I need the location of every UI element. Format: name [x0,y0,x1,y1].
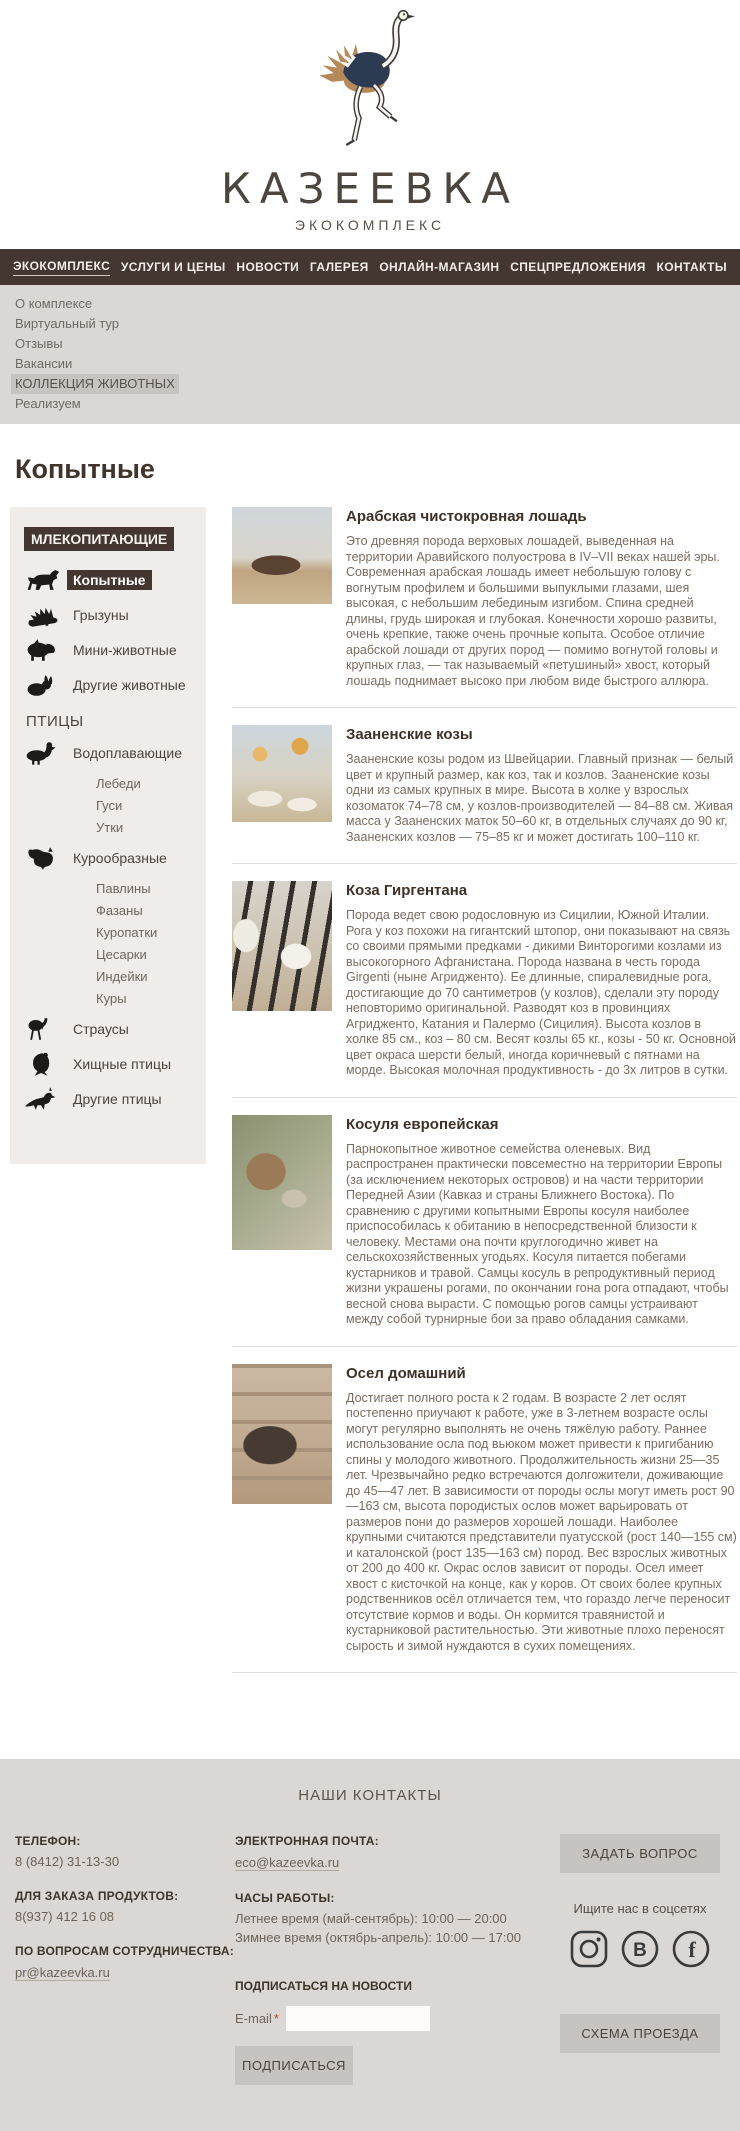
roe-deer-photo [232,1115,332,1250]
sidebar-item-label: Другие птицы [73,1091,162,1108]
animal-entry-body [346,1364,737,1655]
sidebar-item-rodents[interactable] [24,603,206,627]
sidebar-item-label: Грызуны [73,607,129,624]
sidebar-item-label: Курообразные [73,850,167,867]
sidebar-item-label: Копытные [67,570,152,590]
subscribe-block [235,1979,555,2085]
animal-entry-roe-deer [232,1098,737,1347]
rabbit-icon [24,673,60,697]
site-logo-title: КАЗЕЕВКА [221,164,519,213]
animal-description: Это древняя порода верховых лошадей, выведенная на территории Аравийского полуострова в IV–VII веках нашей эры. Современная арабская лошадь имеет небольшую голову с вогнутым профилем и большими выпуклыми глазами, шея высокая, с небольшим лебединым изгибом. Спина средней длины, грудь широкая и глубокая. Конечности хорошо развиты, очень крепкие, также очень прочные копыта. Особое отличие арабской лошади от других пород — помимо вогнутой головы и крупных глаз, — так называемый «петушиный» хвост, который лошадь поднимает высоко при любом виде быстрого аллюра. [346,534,720,688]
nav-item-gallery[interactable]: ГАЛЕРЕЯ [309,260,369,275]
footer-info-column [235,1834,555,2085]
horse-icon [24,568,60,592]
saanen-goats-photo [232,725,332,822]
sidebar-item-label: Другие животные [73,677,186,694]
peacock-icon [24,1087,60,1111]
animal-list [206,507,740,1673]
animal-entry-saanen-goats [232,708,737,864]
animal-description: Порода ведет свою родословную из Сицилии, Южной Италии. Рога у коз похожи на гигантский штопор, они показывают на связь со своими прямыми предками - дикими Винторогими козлами из высокогорного Афганистана. Порода названа в честь города Girgenti (ныне Агридженто). Ее длинные, спиралевидные рога, достигающие до 70 сантиметров (у козлов), сделали эту породу неповторимо оригинальной. Разводят коз в провинциях Агридженто, Катания и Палермо (Сицилия). Высота козлов в холке 85 см., коз – 80 см. Весят козлы 65 кг., козы - 50 кг. Основной цвет окраса шерсти белый, иногда коричневый с пятнами на морде. Высокая молочная продуктивность - до 3х литров в сутки. [346,908,736,1078]
phone-label: ТЕЛЕФОН: [15,1834,81,1849]
animal-categories-sidebar [10,507,206,1164]
submenu-item-reviews[interactable] [11,334,740,354]
email-label: ЭЛЕКТРОННАЯ ПОЧТА: [235,1834,379,1849]
bird-of-prey-icon [24,1052,60,1076]
animal-title: Коза Гиргентана [346,882,468,900]
submenu-item-label: Виртуальный тур [15,316,119,332]
footer-actions-column [555,1834,725,2085]
sidebar-item-partridges[interactable]: Куропатки [96,925,158,941]
sidebar-item-galliformes[interactable] [24,846,206,870]
nav-item-special-offers[interactable]: СПЕЦПРЕДЛОЖЕНИЯ [510,260,646,275]
pig-icon [24,638,60,662]
sidebar-item-hoofed[interactable] [24,568,206,592]
sidebar-item-birds-of-prey[interactable] [24,1052,206,1076]
sidebar-item-other-birds[interactable] [24,1087,206,1111]
sidebar-item-ducks[interactable]: Утки [96,820,124,836]
sidebar-item-chickens[interactable]: Куры [96,991,127,1007]
submenu-item-label: Отзывы [15,336,63,352]
instagram-icon[interactable] [568,1928,610,1970]
email-link[interactable]: eco@kazeevka.ru [235,1855,340,1871]
site-footer [0,1759,740,2131]
animal-entry-body [346,507,737,689]
hedgehog-icon [24,603,60,627]
animal-entry-body [346,725,737,845]
submenu-item-vacancies[interactable] [11,354,740,374]
sidebar-item-peacocks[interactable]: Павлины [96,881,151,897]
sidebar-item-turkeys[interactable]: Индейки [96,969,148,985]
main-area [0,507,740,1703]
domestic-donkey-photo [232,1364,332,1504]
hours-label: ЧАСЫ РАБОТЫ: [235,1891,335,1906]
submenu [0,285,740,424]
animal-description: Достигает полного роста к 2 годам. В возрасте 2 лет ослят постепенно приучают к работе, уже в 3-летнем возрасте ослы могут регулярно выполнять не очень тяжёлую работу. Раннее использование осла под вьюком может привести к пригибанию спины у молодого животного. Продолжительность жизни 25—35 лет. Чрезвычайно редко встречаются долгожители, доживающие до 45—47 лет. В зависимости от породы ослы могут иметь рост 90—163 см, высота породистых ослов может варьировать от размеров пони до размеров хорошей лошади. Наиболее крупными считаются представители пуатусской (рост 140—155 см) и каталонской (рост 135—163 см) пород. Вес взрослых животных от 200 до 400 кг. Окрас ослов зависит от породы. Осел имеет хвост с кисточкой на конце, как у коров. От своих более крупных родственников осёл отличается тем, что гораздо легче переносит отсутствие кормов и воды. Он кормится травянистой и кустарниковой растительностью. Эти животные плохо переносят сырость и зимой нуждаются в сухих помещениях. [346,1390,737,1653]
site-header [0,0,740,233]
submenu-item-label: Реализуем [15,396,81,412]
required-mark: * [273,2011,279,2027]
nav-item-contacts[interactable]: КОНТАКТЫ [656,260,727,275]
submenu-item-label: Вакансии [15,356,73,372]
nav-item-services[interactable]: УСЛУГИ И ЦЕНЫ [120,260,226,275]
sidebar-item-swans[interactable]: Лебеди [96,776,141,792]
girgentana-goat-photo [232,881,332,1011]
footer-title: НАШИ КОНТАКТЫ [298,1787,442,1805]
sidebar-item-geese[interactable]: Гуси [96,798,123,814]
cooperation-label: ПО ВОПРОСАМ СОТРУДНИЧЕСТВА: [15,1944,234,1959]
sidebar-item-guinea-fowl[interactable]: Цесарки [96,947,147,963]
animal-description: Зааненские козы родом из Швейцарии. Главный признак — белый цвет и крупный размер, как коз, так и козлов. Зааненские козы одни из самых крупных в мире. Высота в холке у взрослых козоматок 74–78 см, у козлов-производителей — 84–88 см. Живая масса у Зааненских маток 50–60 кг, в отдельных случаях до 90 кг, Зааненских козлов — 75–85 кг и может достигать 100–110 кг. [346,752,734,844]
submenu-item-label: О комплексе [15,296,93,312]
ostrich-logo-icon [285,6,455,164]
facebook-icon[interactable] [670,1928,712,1970]
footer-phones-column [15,1834,235,2085]
sidebar-item-label: Мини-животные [73,642,177,659]
subscribe-email-input[interactable] [286,2006,430,2031]
sidebar-item-mini-animals[interactable] [24,638,206,662]
route-map-button[interactable]: СХЕМА ПРОЕЗДА [560,2014,720,2053]
site-logo-subtitle: ЭКОКОМПЛЕКС [294,217,446,234]
svg-text:В: В [633,1940,647,1962]
submenu-item-virtual-tour[interactable] [11,314,740,334]
subscribe-title: ПОДПИСАТЬСЯ НА НОВОСТИ [235,1979,413,1994]
submenu-item-animal-collection[interactable] [11,374,740,394]
animal-entry-girgentana-goat [232,864,737,1098]
duck-icon [24,741,60,765]
sidebar-item-label: Страусы [73,1021,129,1038]
animal-entry-body [346,1115,737,1328]
subscribe-button[interactable]: ПОДПИСАТЬСЯ [235,2046,353,2085]
animal-entry-domestic-donkey [232,1347,737,1674]
cooperation-email-link[interactable]: pr@kazeevka.ru [15,1965,110,1981]
orders-phone-value: 8(937) 412 16 08 [15,1909,115,1925]
arabian-horse-photo [232,507,332,604]
sidebar-section-birds: ПТИЦЫ [26,713,84,731]
sidebar-item-pheasants[interactable]: Фазаны [96,903,143,919]
animal-title: Зааненские козы [346,726,473,744]
animal-entry-body [346,881,737,1079]
submenu-item-label: КОЛЛЕКЦИЯ ЖИВОТНЫХ [11,374,179,394]
sidebar-item-other-animals[interactable] [24,673,206,697]
animal-title: Арабская чистокровная лошадь [346,508,587,526]
sidebar-item-label: Хищные птицы [73,1056,172,1073]
submenu-item-about[interactable] [11,294,740,314]
animal-entry-arabian-horse [232,507,737,708]
sidebar-item-ostriches[interactable] [24,1017,206,1041]
nav-item-online-shop[interactable]: ОНЛАЙН-МАГАЗИН [379,260,500,275]
vk-icon[interactable] [619,1928,661,1970]
main-nav [0,249,740,285]
ostrich-icon [24,1017,60,1041]
animal-title: Осел домашний [346,1364,466,1382]
ask-question-button[interactable]: ЗАДАТЬ ВОПРОС [560,1834,720,1873]
animal-description: Парнокопытное животное семейства оленевых. Вид распространен практически повсеместно на территории Европы (за исключением некоторых островов) и на части территории Передней Азии (Кавказ и страны Ближнего Востока). По сравнению с другими копытными Европы косуля наиболее приспособилась к обитанию в непосредственной близости к человеку. Местами она почти круглогодично живет на сельскохозяйственных угодьях. Косуля питается побегами кустарников и травой. Самцы косуль в репродуктивный период жизни украшены рогами, по окончании гона рога отпадают, чтобы весной снова вырасти. С помощью рогов самцы устраивают между собой турнирные бои за право обладания самками. [346,1141,729,1327]
sidebar-item-label: Водоплавающие [73,745,182,762]
submenu-item-realize[interactable] [11,394,740,414]
email-field-label: E-mail [235,2011,272,2027]
orders-phone-label: ДЛЯ ЗАКАЗА ПРОДУКТОВ: [15,1889,179,1904]
social-label: Ищите нас в соцсетях [573,1901,707,1917]
rooster-icon [24,846,60,870]
svg-text:f: f [688,1937,696,1963]
page-title: Копытные [15,454,155,485]
sidebar-item-waterfowl[interactable] [24,741,206,765]
nav-item-news[interactable]: НОВОСТИ [236,260,300,275]
phone-value: 8 (8412) 31-13-30 [15,1854,120,1870]
nav-item-ecocomplex[interactable]: ЭКОКОМПЛЕКС [13,259,110,276]
sidebar-section-mammals: МЛЕКОПИТАЮЩИЕ [24,527,174,551]
animal-title: Косуля европейская [346,1115,499,1133]
hours-winter: Зимнее время (октябрь-апрель): 10:00 — 17:00 [235,1930,521,1946]
hours-summer: Летнее время (май-сентябрь): 10:00 — 20:00 [235,1911,507,1927]
